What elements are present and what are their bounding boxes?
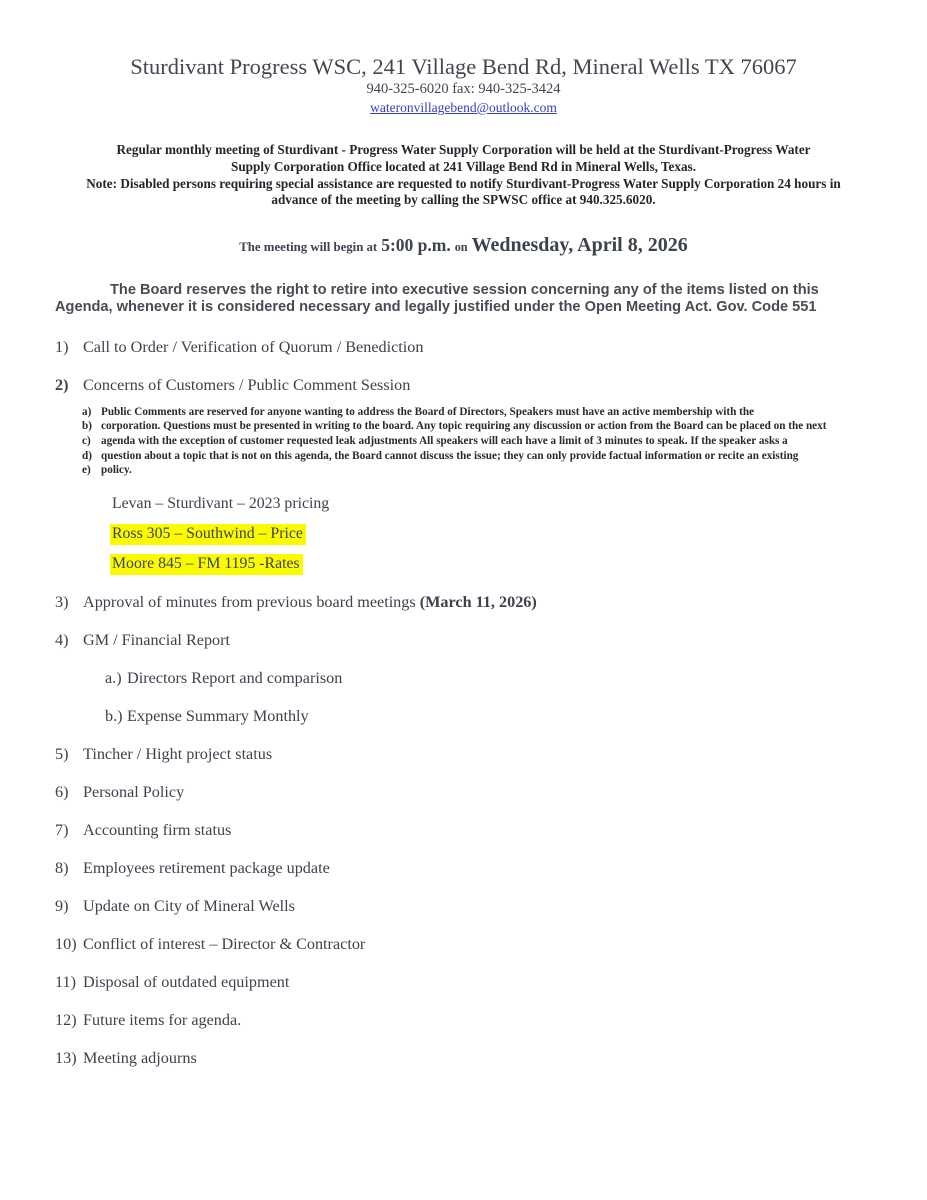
item-number: 2) <box>55 375 69 394</box>
pricing-text: Ross 305 – Southwind – Price <box>110 524 306 545</box>
agenda-item-13 <box>55 1049 872 1067</box>
pricing-text: Levan – Sturdivant – 2023 pricing <box>112 494 330 512</box>
item-text: Meeting adjourns <box>83 1048 197 1067</box>
meeting-notice-line: Regular monthly meeting of Sturdivant - Progress Water Supply Corporation will be held at the Sturdivant-Progress Water <box>116 142 811 157</box>
item-text: Call to Order / Verification of Quorum / Benediction <box>83 337 424 356</box>
rule-letter: e) <box>82 464 91 477</box>
document-header <box>55 54 872 116</box>
rule-text: corporation. Questions must be presented in writing to the board. Any topic requiring any discussion or action from the Board can be placed on the next <box>101 420 827 433</box>
item-number: 3) <box>55 592 69 611</box>
item-text: Concerns of Customers / Public Comment Session <box>83 375 411 394</box>
item-number: 13) <box>55 1048 77 1067</box>
agenda-item-4 <box>55 631 872 649</box>
meeting-notice <box>55 142 872 209</box>
item-text: Accounting firm status <box>83 820 232 839</box>
pricing-topics <box>110 494 872 575</box>
rule-text: agenda with the exception of customer requested leak adjustments All speakers will each have a limit of 3 minutes to speak. If the speaker asks a <box>101 434 788 447</box>
executive-session-note: The Board reserves the right to retire into executive session concerning any of the items listed on this Agenda, whenever it is considered necessary and legally justified under the Open Meeting Act. Gov. Code 551 <box>55 282 819 316</box>
rule-letter: d) <box>82 449 92 462</box>
pricing-text: Moore 845 – FM 1195 -Rates <box>110 554 303 575</box>
rule-text: question about a topic that is not on this agenda, the Board cannot discuss the issue; they can only provide factual information or recite an existing <box>101 449 799 462</box>
pricing-line-levan <box>110 494 872 515</box>
sub-item-letter: a.) <box>105 668 122 687</box>
item-text: Conflict of interest – Director & Contractor <box>83 934 366 953</box>
comment-rule-row <box>82 405 872 420</box>
email-link[interactable]: wateronvillagebend@outlook.com <box>370 100 557 115</box>
meeting-time-line <box>55 234 872 257</box>
page-title: Sturdivant Progress WSC, 241 Village Bend Rd, Mineral Wells TX 76067 <box>130 54 797 79</box>
item-number: 6) <box>55 782 69 801</box>
item-number: 12) <box>55 1010 77 1029</box>
agenda-item-12 <box>55 1011 872 1029</box>
agenda-item-5 <box>55 745 872 763</box>
agenda-item-1 <box>55 338 872 356</box>
comment-rule-row <box>82 463 872 478</box>
public-comment-rules <box>82 405 872 478</box>
item-text: Employees retirement package update <box>83 858 330 877</box>
item-number: 7) <box>55 820 69 839</box>
rule-text: policy. <box>101 464 132 477</box>
item-text: Update on City of Mineral Wells <box>83 896 295 915</box>
meeting-time-value: 5:00 p.m. <box>381 235 451 256</box>
sub-item-text: Directors Report and comparison <box>127 668 343 687</box>
agenda-item-9 <box>55 897 872 915</box>
item-number: 5) <box>55 744 69 763</box>
meeting-date: Wednesday, April 8, 2026 <box>471 234 688 257</box>
item-number: 4) <box>55 630 69 649</box>
pricing-line-ross-highlighted <box>110 524 872 545</box>
rule-text: Public Comments are reserved for anyone wanting to address the Board of Directors, Speakers must have an active membership with the <box>101 405 755 418</box>
comment-rule-row <box>82 419 872 434</box>
sub-item-text: Expense Summary Monthly <box>127 706 309 725</box>
agenda-item-6 <box>55 783 872 801</box>
agenda-item-4a <box>105 669 872 687</box>
item-text <box>83 593 537 611</box>
item-number: 8) <box>55 858 69 877</box>
sub-item-letter: b.) <box>105 706 123 725</box>
item-text: Future items for agenda. <box>83 1010 242 1029</box>
item-number: 1) <box>55 337 69 356</box>
item-text-bold-date: (March 11, 2026) <box>419 592 537 611</box>
meeting-notice-line: Note: Disabled persons requiring special assistance are requested to notify Sturdivant-Progress Water Supply Corporation 24 hours in <box>86 175 841 191</box>
item-text: Disposal of outdated equipment <box>83 972 290 991</box>
item-text-normal: Approval of minutes from previous board meetings <box>83 592 416 611</box>
meeting-notice-line: Supply Corporation Office located at 241 Village Bend Rd in Mineral Wells, Texas. <box>230 158 696 174</box>
item-number: 9) <box>55 896 69 915</box>
item-text: Personal Policy <box>83 782 185 801</box>
agenda-list <box>55 338 872 1067</box>
agenda-item-2 <box>55 376 872 394</box>
rule-letter: c) <box>82 434 91 447</box>
meeting-time-connector: on <box>454 240 468 255</box>
rule-letter: a) <box>82 405 92 418</box>
phone-fax-line: 940-325-6020 fax: 940-325-3424 <box>366 81 561 97</box>
item-text: Tincher / Hight project status <box>83 744 273 763</box>
agenda-item-10 <box>55 935 872 953</box>
agenda-item-7 <box>55 821 872 839</box>
item-number: 10) <box>55 934 77 953</box>
comment-rule-row <box>82 449 872 464</box>
agenda-item-3 <box>55 593 872 611</box>
email-line <box>55 100 872 116</box>
pricing-line-moore-highlighted <box>110 554 872 575</box>
agenda-item-8 <box>55 859 872 877</box>
item-text: GM / Financial Report <box>83 630 231 649</box>
comment-rule-row <box>82 434 872 449</box>
meeting-notice-line: advance of the meeting by calling the SPWSC office at 940.325.6020. <box>271 192 656 208</box>
rule-letter: b) <box>82 420 92 433</box>
agenda-item-11 <box>55 973 872 991</box>
agenda-item-4b <box>105 707 872 725</box>
item-number: 11) <box>55 972 76 991</box>
meeting-time-prefix: The meeting will begin at <box>239 240 378 255</box>
